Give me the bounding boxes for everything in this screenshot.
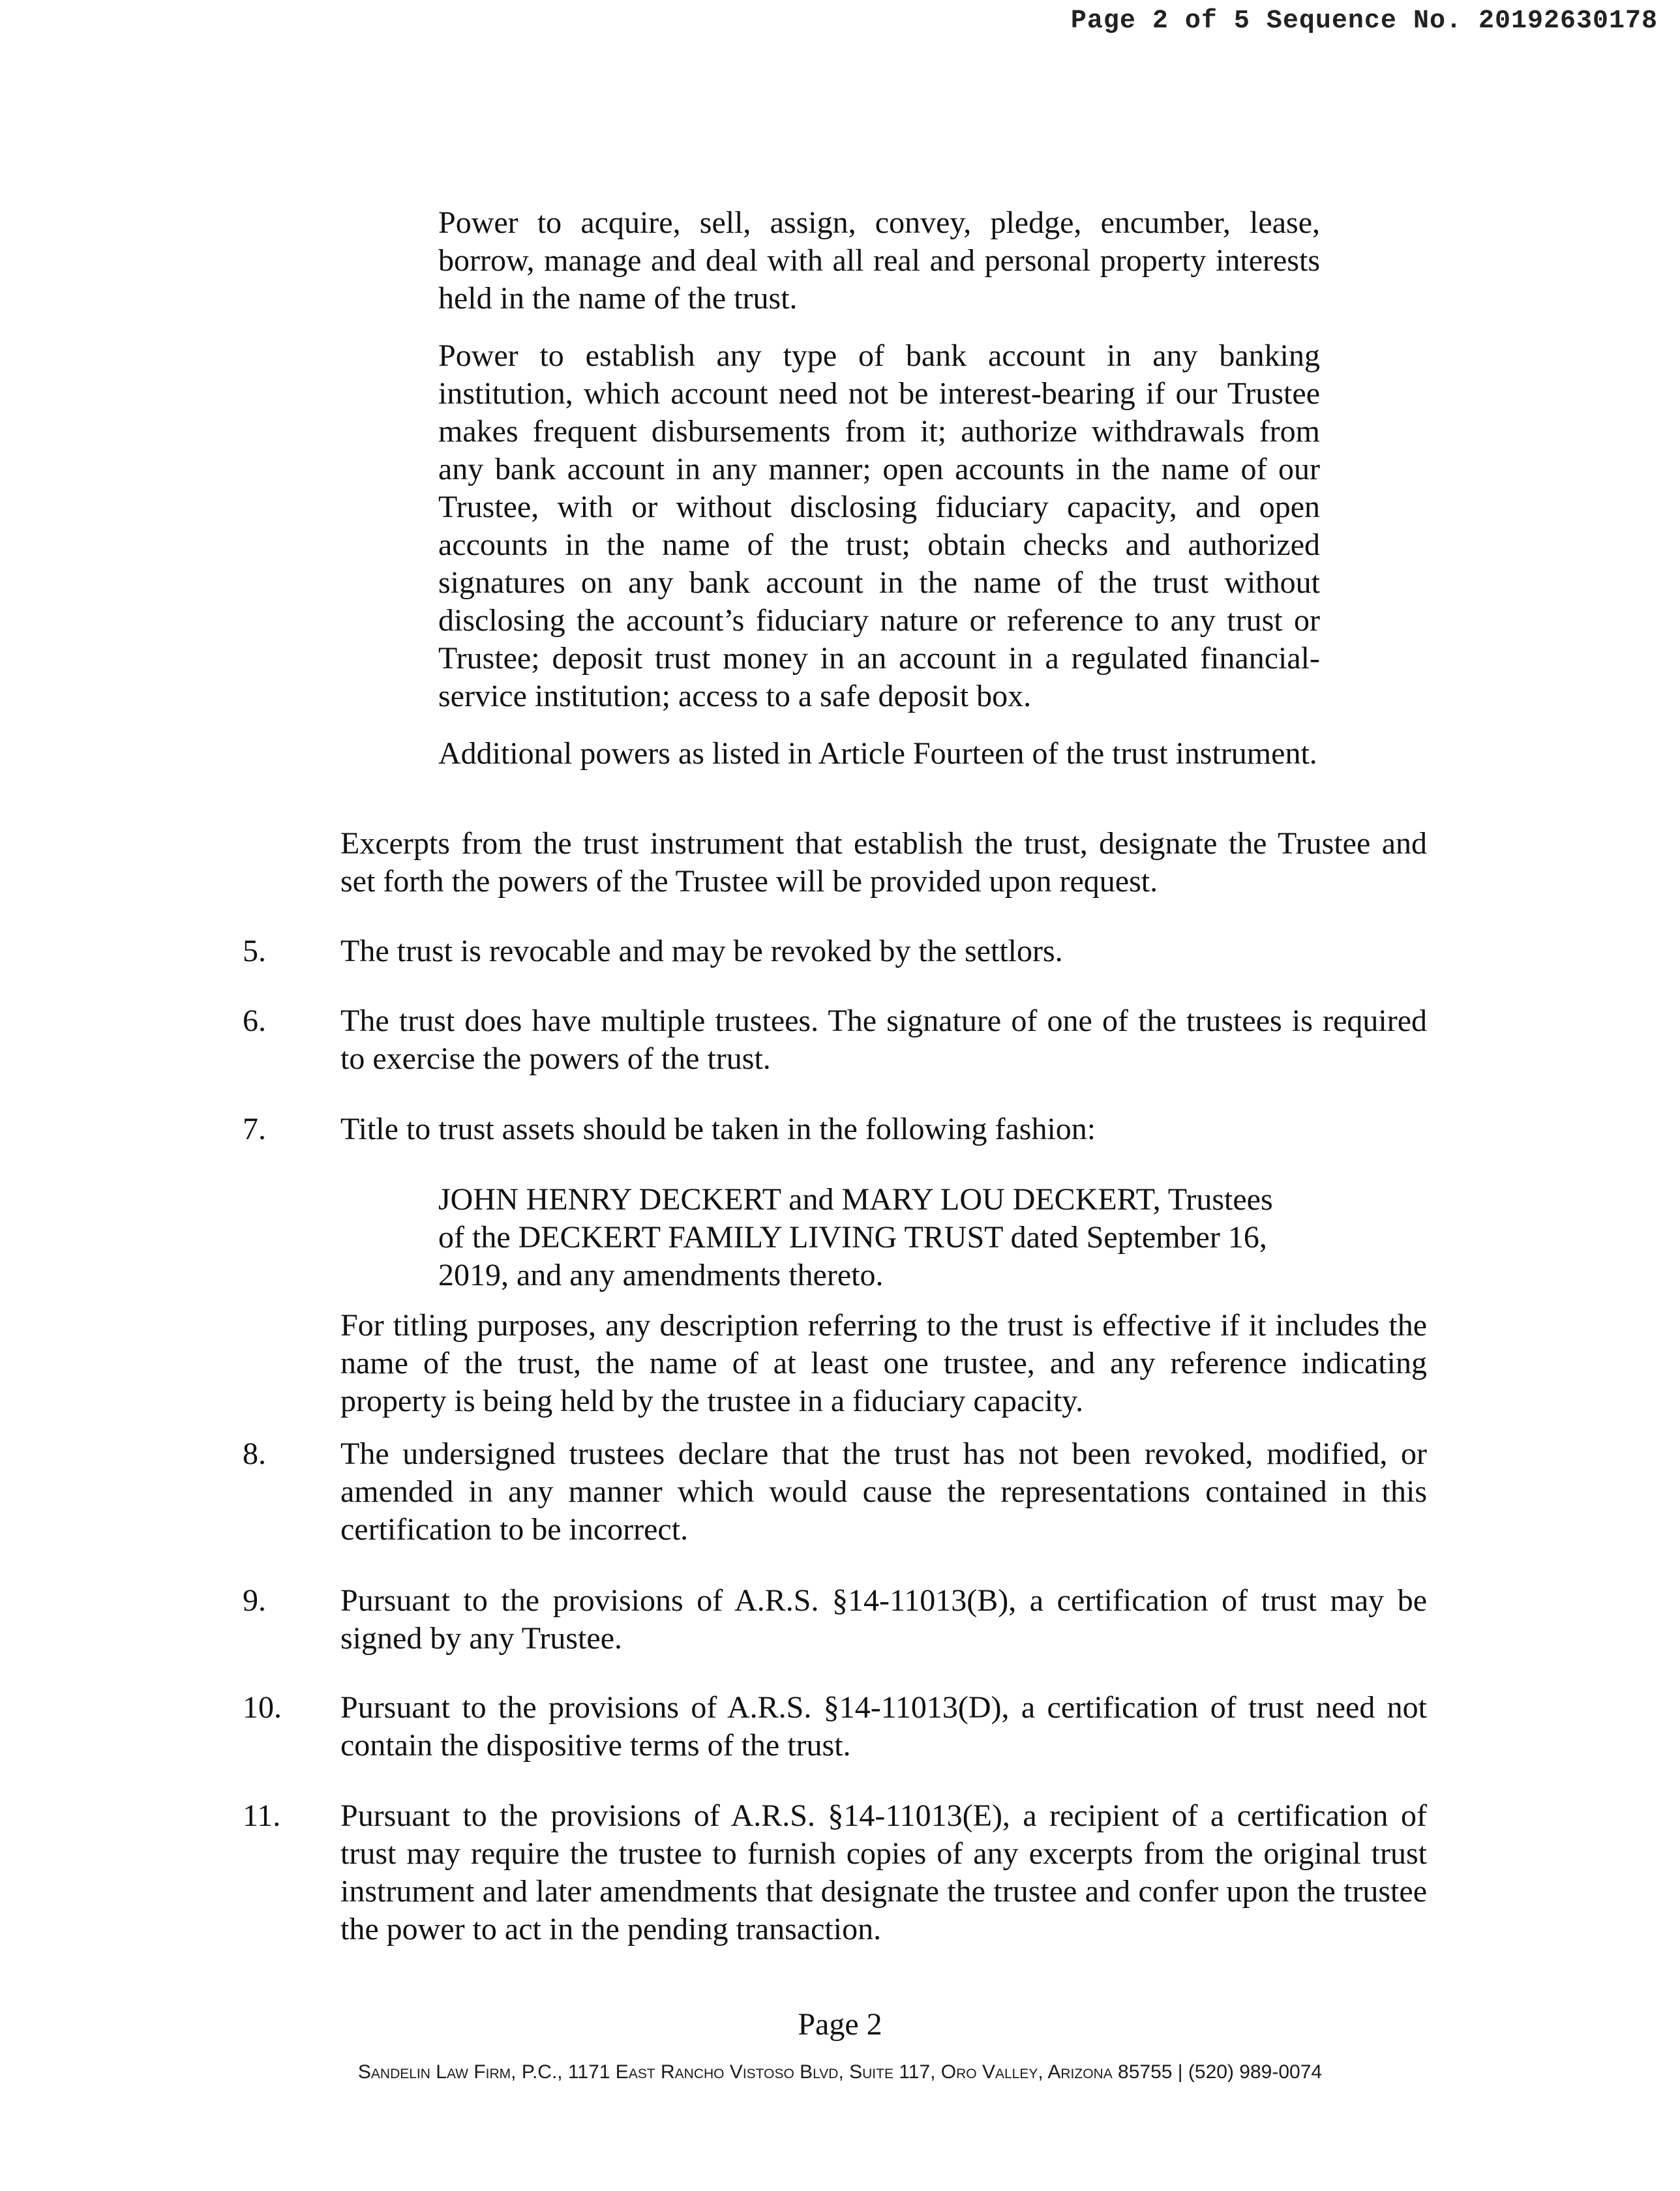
title-line-2: of the DECKERT FAMILY LIVING TRUST dated September 16,: [438, 1220, 1267, 1255]
item-9-text: Pursuant to the provisions of A.R.S. §14-11013(B), a certification of trust may be signed by any Trustee.: [340, 1583, 1427, 1656]
item-11-number: 11.: [243, 1798, 281, 1833]
item-5-number: 5.: [243, 934, 266, 968]
item-8-text: The undersigned trustees declare that the trust has not been revoked, modified, or amended in any manner which would cause the representations contained in this certification to be incorrect.: [340, 1437, 1427, 1547]
firm-footer: Sandelin Law Firm, P.C., 1171 East Rancho Vistoso Blvd, Suite 117, Oro Valley, Arizona 85755 | (520) 989-0074: [357, 2061, 1323, 2083]
item-7-number: 7.: [243, 1112, 266, 1146]
sequence-stamp: Page 2 of 5 Sequence No. 20192630178: [1070, 7, 1658, 36]
power-bank-account-paragraph: Power to establish any type of bank account in any banking institution, which account need not be interest-bearing if our Trustee makes frequent disbursements from it; authorize withdrawals from any bank account in any manner; open accounts in the name of our Trustee, with or without disclosing fiduciary capacity, and open accounts in the name of the trust; obtain checks and authorized signatures on any bank account in the name of the trust without disclosing the account’s fiduciary nature or reference to any trust or Trustee; deposit trust money in an account in a regulated financial-service institution; access to a safe deposit box.: [438, 338, 1320, 713]
titling-note-paragraph: For titling purposes, any description referring to the trust is effective if it includes the name of the trust, the name of at least one trustee, and any reference indicating property is being held by the trustee in a fiduciary capacity.: [340, 1308, 1427, 1418]
power-property-paragraph: Power to acquire, sell, assign, convey, pledge, encumber, lease, borrow, manage and deal with all real and personal property interests held in the name of the trust.: [438, 205, 1320, 316]
title-line-3: 2019, and any amendments thereto.: [438, 1258, 884, 1292]
item-6-number: 6.: [243, 1004, 266, 1038]
item-10-text: Pursuant to the provisions of A.R.S. §14-11013(D), a certification of trust need not contain the dispositive terms of the trust.: [340, 1690, 1427, 1763]
excerpts-note-paragraph: Excerpts from the trust instrument that establish the trust, designate the Trustee and set forth the powers of the Trustee will be provided upon request.: [340, 826, 1427, 899]
item-9-number: 9.: [243, 1583, 266, 1618]
power-additional-paragraph: Additional powers as listed in Article Fourteen of the trust instrument.: [438, 736, 1317, 771]
item-6-text: The trust does have multiple trustees. The signature of one of the trustees is required to exercise the powers of the trust.: [340, 1004, 1427, 1076]
item-5-text: The trust is revocable and may be revoked by the settlors.: [340, 934, 1063, 968]
title-vesting-block: [438, 1181, 1364, 1294]
item-10-number: 10.: [243, 1690, 282, 1725]
page-number: Page 2: [798, 2007, 882, 2042]
item-8-number: 8.: [243, 1437, 266, 1471]
item-11-text: Pursuant to the provisions of A.R.S. §14-11013(E), a recipient of a certification of trust may require the trustee to furnish copies of any excerpts from the original trust instrument and later amendments that designate the trustee and confer upon the trustee the power to act in the pending transaction.: [340, 1798, 1427, 1946]
item-7-text: Title to trust assets should be taken in the following fashion:: [340, 1112, 1096, 1146]
title-line-1: JOHN HENRY DECKERT and MARY LOU DECKERT, Trustees: [438, 1182, 1273, 1217]
